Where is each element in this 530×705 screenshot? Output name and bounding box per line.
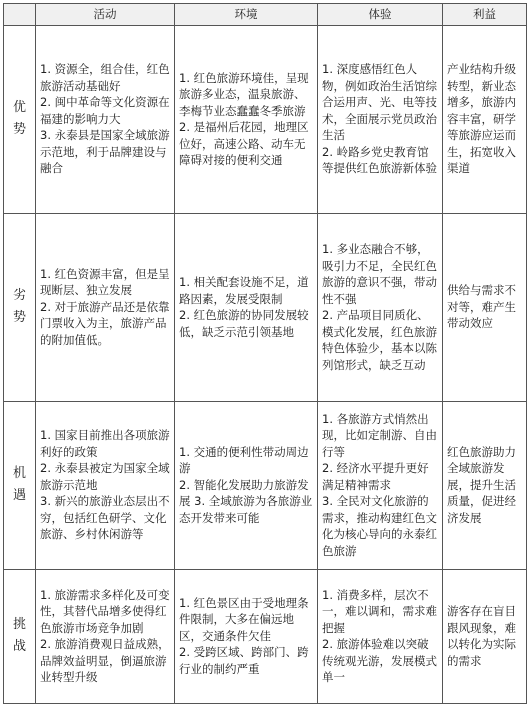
row-threats	[4, 569, 527, 703]
cell-strengths-environment	[175, 25, 318, 213]
row-label-strengths: 优势	[4, 25, 36, 213]
cell-strengths-benefit: 产业结构升级转型，新业态增多，旅游内容丰富，研学等旅游应运而生，拓宽收入渠道	[443, 25, 527, 213]
cell-line: 2. 经济水平提升更好满足精神需求	[322, 461, 429, 492]
cell-line: 1. 交通的便利性带动周边游	[179, 444, 309, 476]
cell-line: 1. 相关配套设施不足，道路因素，发展受限制	[179, 275, 309, 306]
row-strengths	[4, 25, 527, 213]
cell-threats-activity	[36, 569, 175, 703]
row-opportunities	[4, 401, 527, 569]
cell-line: 2. 受跨区域、跨部门、跨行业的制约严重	[179, 645, 309, 676]
cell-line: 2. 永泰县被定为国家全域旅游示范地	[40, 461, 170, 492]
header-benefit: 利益	[443, 4, 527, 26]
cell-opportunities-activity	[36, 401, 175, 569]
header-experience: 体验	[318, 4, 443, 26]
cell-opportunities-experience	[318, 401, 443, 569]
cell-line: 1. 消费多样，层次不一，难以调和，需求难把握	[322, 587, 437, 635]
cell-line: 1. 深度感悟红色人物，例如政治生活馆综合运用声、光、电等技术，全面展示党员政治生活	[322, 62, 437, 143]
cell-weaknesses-benefit: 供给与需求不对等，难产生带动效应	[443, 213, 527, 401]
cell-line: 1. 红色资源丰富，但是呈现断层、独立发展	[40, 266, 170, 298]
cell-line: 2. 是福州后花园，地理区位好，高速公路、动车无障碍对接的便利交通	[179, 120, 309, 167]
row-label-weaknesses: 劣势	[4, 213, 36, 401]
cell-line: 1. 各旅游方式悄然出现，比如定制游、自由行等	[322, 411, 437, 459]
cell-line: 3. 新兴的旅游业态层出不穷，包括红色研学、文化旅游、乡村休闲游等	[40, 494, 170, 542]
cell-line: 1. 红色旅游环境佳，呈现旅游多业态，温泉旅游、李梅节业态蠢蠢冬季旅游	[179, 70, 309, 118]
cell-line: 1. 多业态融合不够，吸引力不足，全民红色旅游的意识不强，带动性不强	[322, 242, 437, 306]
cell-line: 2. 红色旅游的协同发展较低，缺乏示范引领基地	[179, 308, 309, 339]
header-row	[4, 4, 527, 26]
cell-line: 3. 永泰县是国家全域旅游示范地，利于品牌建设与融合	[40, 128, 170, 176]
swot-table	[3, 3, 527, 704]
cell-threats-environment	[175, 569, 318, 703]
row-weaknesses	[4, 213, 527, 401]
cell-weaknesses-experience	[318, 213, 443, 401]
cell-line: 2. 对于旅游产品还是依靠门票收入为主，旅游产品的附加值低。	[40, 299, 170, 347]
cell-line: 1. 红色景区由于受地理条件限制，大多在偏远地区，交通条件欠佳	[179, 595, 309, 643]
cell-strengths-activity	[36, 25, 175, 213]
row-label-opportunities: 机遇	[4, 401, 36, 569]
cell-strengths-experience	[318, 25, 443, 213]
cell-line: 2. 智能化发展助力旅游发展 3. 全域旅游为各旅游业态开发带来可能	[179, 477, 313, 525]
row-label-threats: 挑战	[4, 569, 36, 703]
cell-line: 1. 资源全，组合佳，红色旅游活动基础好	[40, 62, 170, 93]
cell-line: 1. 国家目前推出各项旅游利好的政策	[40, 428, 170, 459]
header-environment: 环境	[175, 4, 318, 26]
cell-line: 2. 闽中革命等文化资源在福建的影响力大	[40, 95, 170, 126]
header-corner	[4, 4, 36, 26]
cell-opportunities-environment	[175, 401, 318, 569]
cell-opportunities-benefit: 红色旅游助力全域旅游发展，提升生活质量，促进经济发展	[443, 401, 527, 569]
cell-line: 2. 产品项目同质化、模式化发展，红色旅游特色体验少，基本以陈列馆形式，缺乏互动	[322, 308, 437, 372]
cell-line: 2. 旅游体验难以突破传统观光游，发展模式单一	[322, 637, 437, 684]
cell-weaknesses-environment	[175, 213, 318, 401]
cell-line: 2. 旅游消费观日益成熟，品牌效益明显，倒逼旅游业转型升级	[40, 637, 170, 684]
cell-line: 3. 全民对文化旅游的需求，推动构建红色文化为核心导向的永泰红色旅游	[322, 494, 437, 558]
cell-line: 2. 岭路乡党史教育馆等提供红色旅游新体验	[322, 144, 437, 176]
cell-weaknesses-activity	[36, 213, 175, 401]
cell-threats-benefit: 游客存在盲目跟风现象，难以转化为实际的需求	[443, 569, 527, 703]
cell-threats-experience	[318, 569, 443, 703]
cell-line: 1. 旅游需求多样化及可变性，其替代品增多使得红色旅游市场竞争加剧	[40, 587, 170, 635]
header-activity: 活动	[36, 4, 175, 26]
